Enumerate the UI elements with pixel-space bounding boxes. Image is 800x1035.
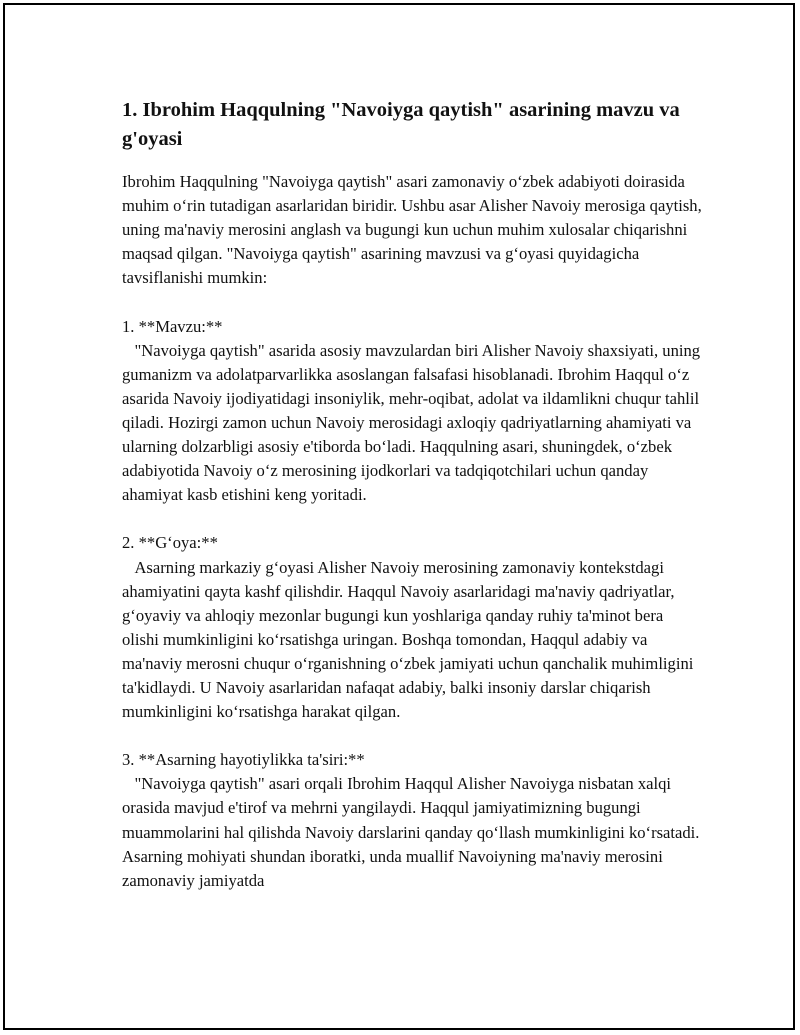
section-mavzu xyxy=(122,315,702,508)
section-goya xyxy=(122,531,702,724)
section-heading: 1. **Mavzu:** xyxy=(122,316,223,336)
intro-paragraph: Ibrohim Haqqulning "Navoiyga qaytish" asari zamonaviy o‘zbek adabiyoti doirasida muhim o‘rin tutadigan asarlaridan biridir. Ushbu asar Alisher Navoiy merosiga qaytish, uning ma'naviy merosini anglash va bugungi kun uchun muhim xulosalar chiqarishni maqsad qilgan. "Navoiyga qaytish" asarining mavzusi va g‘oyasi quyidagicha tavsiflanishi mumkin: xyxy=(122,172,702,288)
paragraph-gap xyxy=(122,507,702,531)
document-title: 1. Ibrohim Haqqulning "Navoiyga qaytish" asarining mavzu va g'oyasi xyxy=(122,99,680,150)
section-heading: 2. **G‘oya:** xyxy=(122,533,218,553)
paragraph-gap xyxy=(122,724,702,748)
page-frame xyxy=(3,3,795,1030)
section-hayotiylik xyxy=(122,748,702,893)
document-body xyxy=(122,96,702,893)
section-body: Asarning markaziy g‘oyasi Alisher Navoiy merosining zamonaviy kontekstdagi ahamiyatini qayta kashf qilishdir. Haqqul Navoiy asarlaridagi ma'naviy qadriyatlar, g‘oyaviy va ahloqiy mezonlar bugungi kun yoshlariga qanday ruhiy ta'minot bera olishi mumkinligini ko‘rsatishga uringan. Boshqa tomondan, Haqqul adabiy va ma'naviy merosni chuqur o‘rganishning o‘zbek jamiyati uchun qanchalik muhimligini ta'kidlaydi. U Navoiy asarlaridan nafaqat adabiy, balki insoniy darslar chiqarish mumkinligini ko‘rsatishga harakat qilgan. xyxy=(122,557,694,722)
section-body: "Navoiyga qaytish" asari orqali Ibrohim Haqqul Alisher Navoiyga nisbatan xalqi orasida mavjud e'tirof va mehrni yangilaydi. Haqqul jamiyatimizning bugungi muammolarini hal qilishda Navoiy darslarini qanday qo‘llash mumkinligini ko‘rsatadi. Asarning mohiyati shundan iboratki, unda muallif Navoiyning ma'naviy merosini zamonaviy jamiyatda xyxy=(122,774,700,890)
section-body: "Navoiyga qaytish" asarida asosiy mavzulardan biri Alisher Navoiy shaxsiyati, uning gumanizm va adolatparvarlikka asoslangan falsafasi hisoblanadi. Ibrohim Haqqul o‘z asarida Navoiy ijodiyatidagi insoniylik, mehr-oqibat, adolat va ildamlikni chuqur tahlil qiladi. Hozirgi zamon uchun Navoiy merosidagi axloqiy qadriyatlarning ahamiyati va ularning dolzarbligi asosiy e'tiborda bo‘ladi. Haqqulning asari, shuningdek, o‘zbek adabiyotida Navoiy o‘z merosining ijodkorlari va tadqiqotchilari uchun qanday ahamiyat kasb etishini keng yoritadi. xyxy=(122,340,701,505)
section-heading: 3. **Asarning hayotiylikka ta'siri:** xyxy=(122,750,365,770)
paragraph-gap xyxy=(122,290,702,314)
